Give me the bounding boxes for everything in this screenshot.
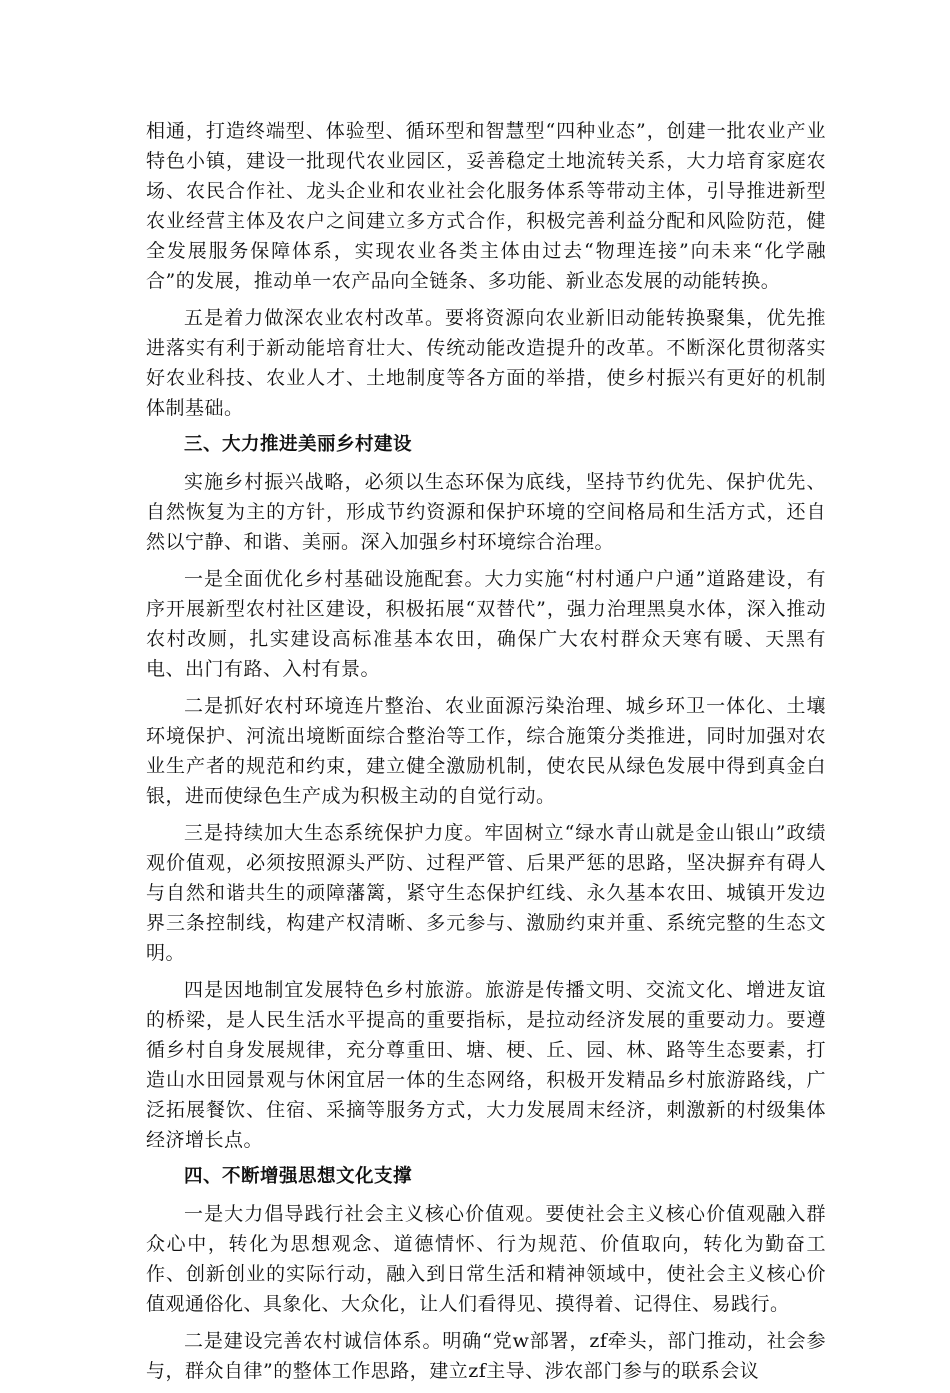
paragraph-ecology: 三是持续加大生态系统保护力度。牢固树立“绿水青山就是金山银山”政绩观价值观，必须按照源头严防、过程严管、后果严惩的思路，坚决摒弃有碍人与自然和谐共生的顽障藩篱，紧守生态保护红线、永久基本农田、城镇开发边界三条控制线，构建产权清晰、多元参与、激励约束并重、系统完整的生态文明。 — [146, 822, 826, 964]
paragraph-credit-system: 二是建设完善农村诚信体系。明确“党w部署，zf牵头，部门推动，社会参与，群众自律”的整体工作思路，建立zf主导、涉农部门参与的联系会议 — [146, 1330, 826, 1382]
paragraph-continued: 相通，打造终端型、体验型、循环型和智慧型“四种业态”，创建一批农业产业特色小镇，建设一批现代农业园区，妥善稳定土地流转关系，大力培育家庭农场、农民合作社、龙头企业和农业社会化服务体系等带动主体，引导推进新型农业经营主体及农户之间建立多方式合作，积极完善利益分配和风险防范，健全发展服务保障体系，实现农业各类主体由过去“物理连接”向未来“化学融合”的发展，推动单一农产品向全链条、多功能、新业态发展的动能转换。 — [146, 120, 826, 292]
section-heading-3: 三、大力推进美丽乡村建设 — [184, 434, 413, 455]
paragraph-values: 一是大力倡导践行社会主义核心价值观。要使社会主义核心价值观融入群众心中，转化为思想观念、道德情怀、行为规范、价值取向，转化为勤奋工作、创新创业的实际行动，融入到日常生活和精神领域中，使社会主义核心价值观通俗化、具象化、大众化，让人们看得见、摸得着、记得住、易践行。 — [146, 1203, 826, 1315]
paragraph-tourism: 四是因地制宜发展特色乡村旅游。旅游是传播文明、交流文化、增进友谊的桥梁，是人民生活水平提高的重要指标，是拉动经济发展的重要动力。要遵循乡村自身发展规律，充分尊重田、塘、梗、丘、园、林、路等生态要素，打造山水田园景观与休闲宜居一体的生态网络，积极开发精品乡村旅游路线，广泛拓展餐饮、住宿、采摘等服务方式，大力发展周末经济，刺激新的村级集体经济增长点。 — [146, 979, 826, 1151]
document-body — [146, 116, 826, 1393]
paragraph-environment: 二是抓好农村环境连片整治、农业面源污染治理、城乡环卫一体化、土壤环境保护、河流出境断面综合整治等工作，综合施策分类推进，同时加强对农业生产者的规范和约束，建立健全激励机制，使农民从绿色发展中得到真金白银，进而使绿色生产成为积极主动的自觉行动。 — [146, 695, 826, 807]
paragraph-infrastructure: 一是全面优化乡村基础设施配套。大力实施“村村通户户通”道路建设，有序开展新型农村社区建设，积极拓展“双替代”，强力治理黑臭水体，深入推动农村改厕，扎实建设高标准基本农田，确保广大农村群众天寒有暖、天黑有电、出门有路、入村有景。 — [146, 568, 826, 680]
paragraph-reform: 五是着力做深农业农村改革。要将资源向农业新旧动能转换聚集，优先推进落实有利于新动能培育壮大、传统动能改造提升的改革。不断深化贯彻落实好农业科技、农业人才、土地制度等各方面的举措，使乡村振兴有更好的机制体制基础。 — [146, 307, 826, 419]
section-heading-4: 四、不断增强思想文化支撑 — [184, 1166, 413, 1187]
paragraph-intro-3: 实施乡村振兴战略，必须以生态环保为底线，坚持节约优先、保护优先、自然恢复为主的方针，形成节约资源和保护环境的空间格局和生活方式，还自然以宁静、和谐、美丽。深入加强乡村环境综合治理。 — [146, 471, 826, 553]
